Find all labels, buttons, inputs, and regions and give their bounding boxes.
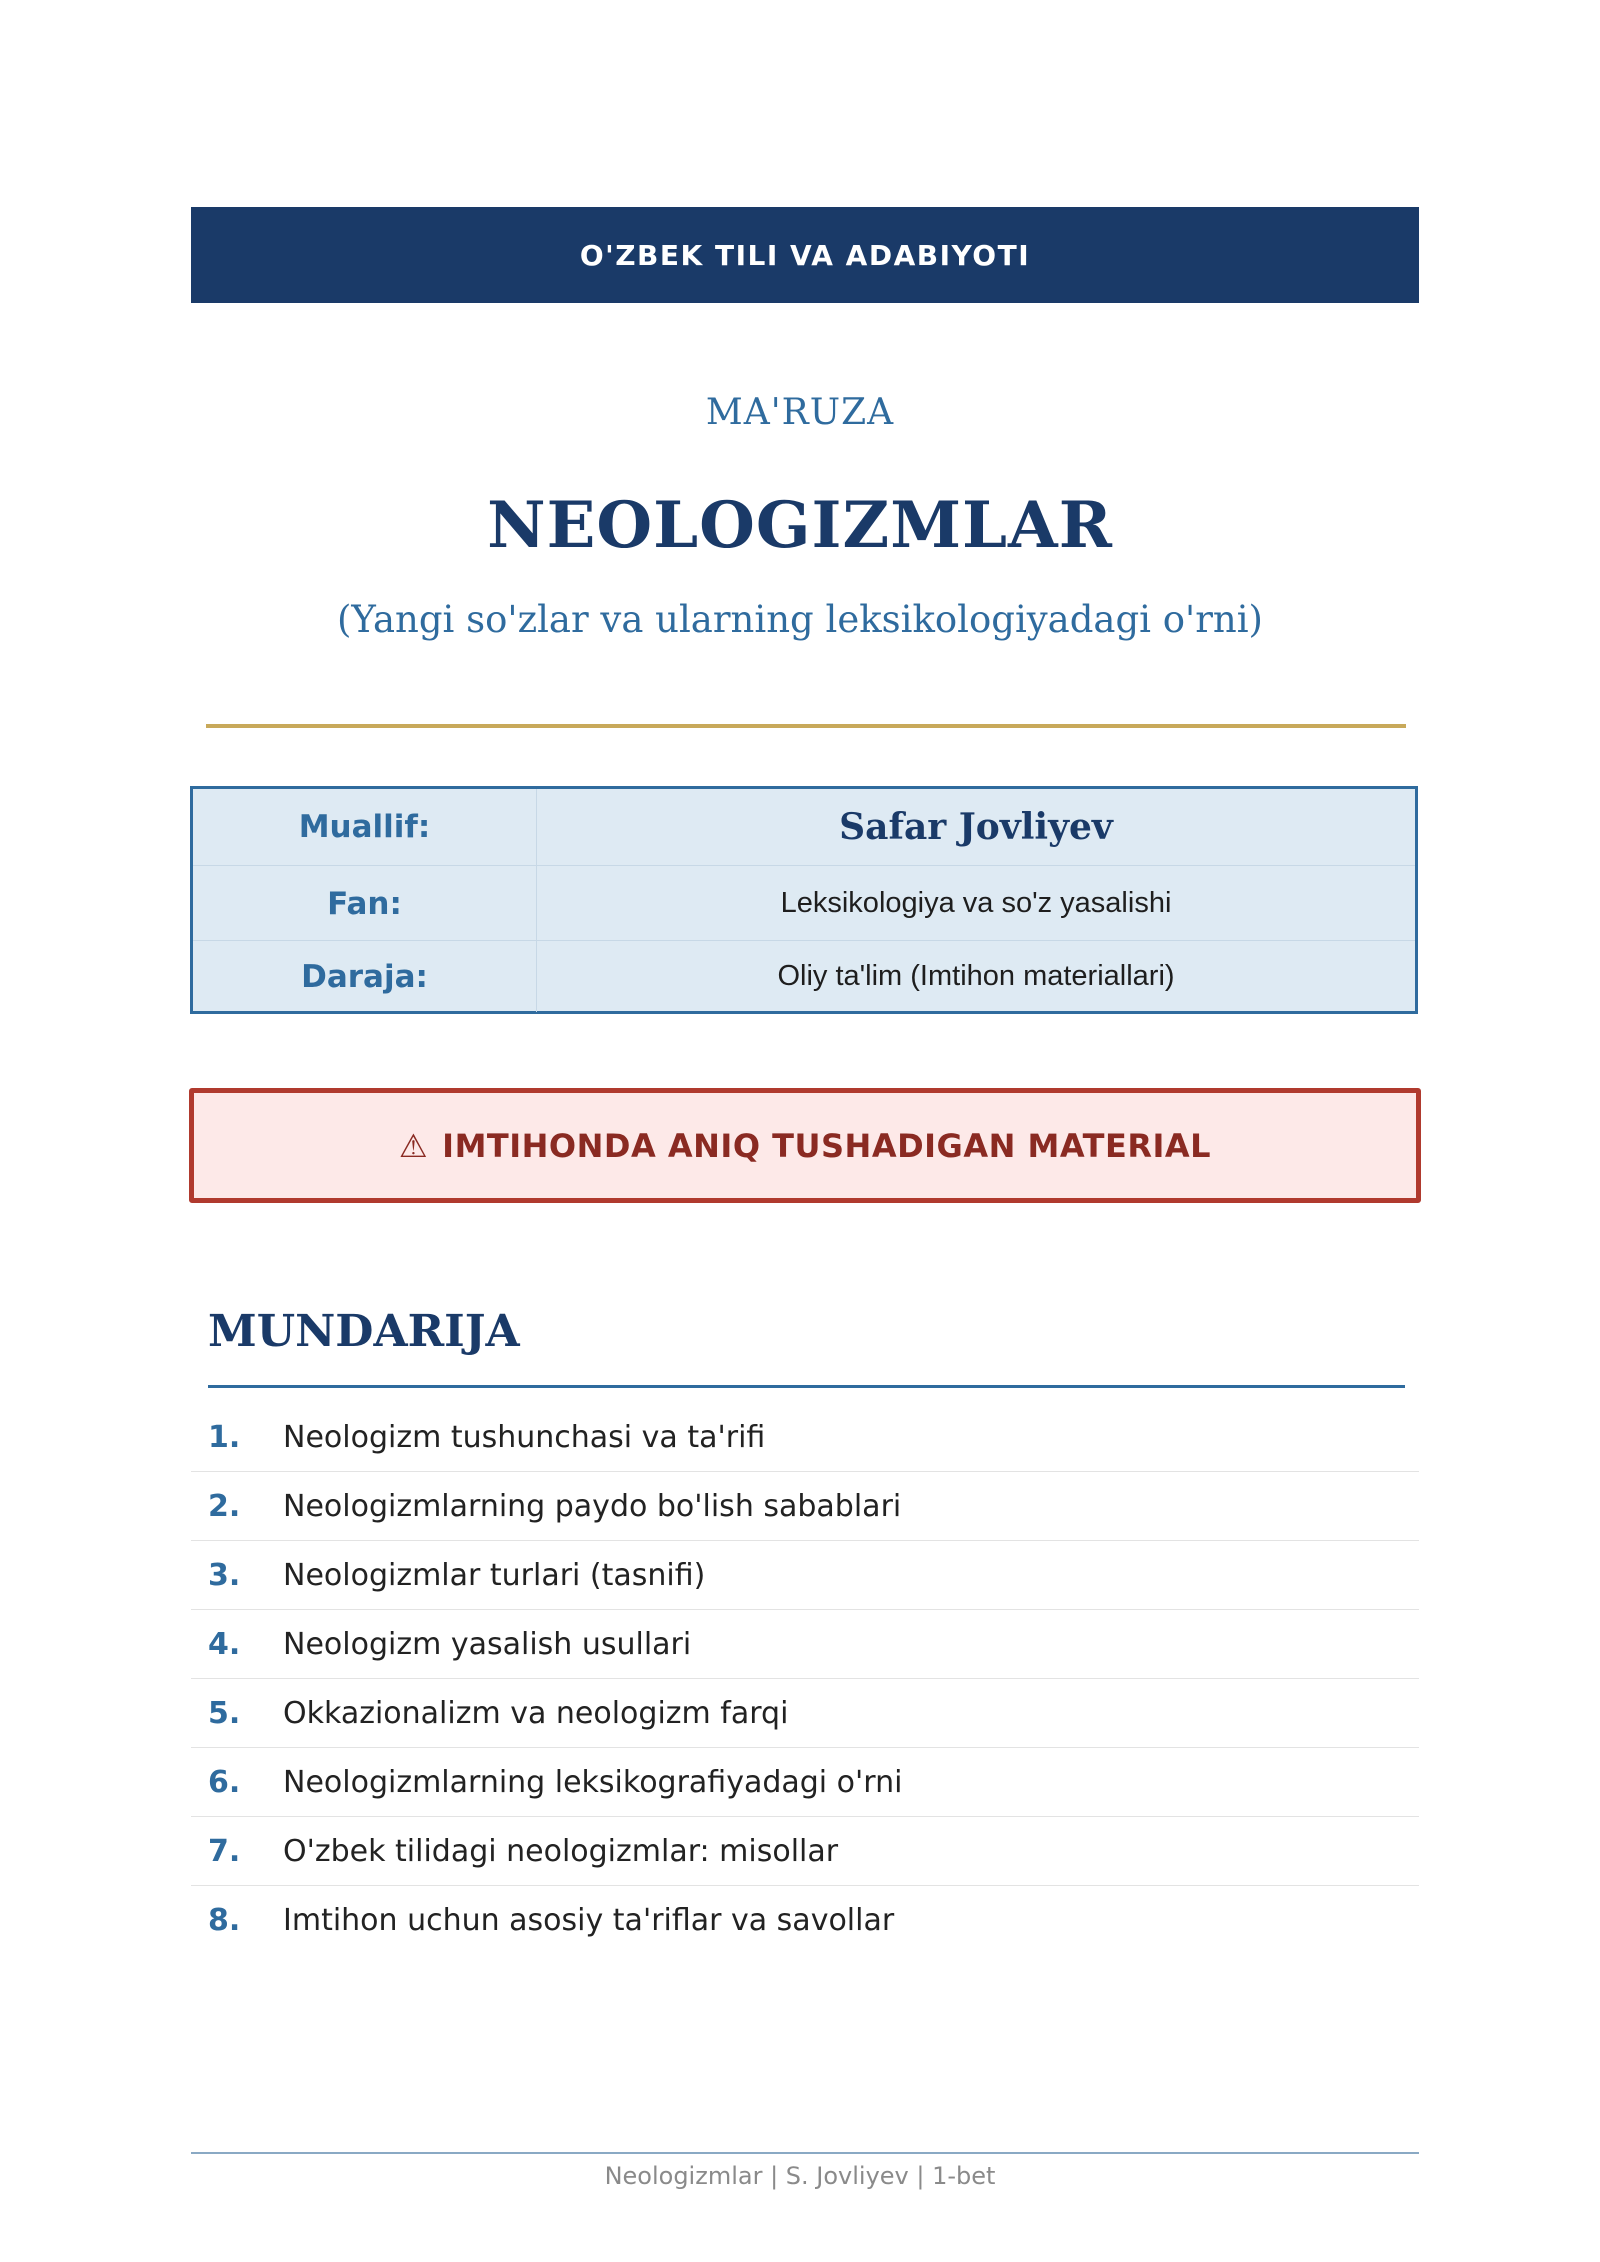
toc-item — [191, 1817, 1419, 1886]
toc-item — [191, 1403, 1419, 1472]
toc-number: 8. — [208, 1903, 241, 1938]
exam-alert-box — [189, 1088, 1421, 1203]
toc-item — [191, 1541, 1419, 1610]
page-subtitle: (Yangi so'zlar va ularning leksikologiyadagi o'rni) — [336, 598, 1263, 641]
author-name: Safar Jovliyev — [839, 806, 1113, 848]
toc-title: MUNDARIJA — [208, 1306, 520, 1357]
info-value: Oliy ta'lim (Imtihon materiallari) — [777, 960, 1175, 992]
info-label: Fan: — [193, 866, 537, 941]
info-table — [190, 786, 1418, 1014]
toc-text: Okkazionalizm va neologizm farqi — [283, 1695, 789, 1731]
toc-text: Neologizmlarning leksikografiyadagi o'rni — [283, 1764, 903, 1800]
toc-divider — [208, 1385, 1405, 1388]
toc-item — [191, 1679, 1419, 1748]
alert-text: IMTIHONDA ANIQ TUSHADIGAN MATERIAL — [442, 1126, 1212, 1165]
page-footer: Neologizmlar | S. Jovliyev | 1-bet — [604, 2162, 996, 2190]
toc-text: Neologizm yasalish usullari — [283, 1626, 692, 1662]
info-row-author — [193, 789, 1415, 865]
info-row-level — [193, 940, 1415, 1012]
banner-text: O'ZBEK TILI VA ADABIYOTI — [579, 238, 1031, 272]
toc-item — [191, 1610, 1419, 1679]
toc-text: Neologizmlarning paydo bo'lish sabablari — [283, 1488, 902, 1524]
warning-icon: ⚠ — [398, 1126, 429, 1165]
toc-number: 1. — [208, 1419, 241, 1455]
toc-text: Imtihon uchun asosiy ta'riflar va savollar — [283, 1903, 895, 1938]
toc-text: Neologizm tushunchasi va ta'rifi — [283, 1419, 766, 1455]
header-banner — [191, 207, 1419, 303]
toc-text: O'zbek tilidagi neologizmlar: misollar — [283, 1833, 839, 1869]
info-label: Daraja: — [193, 941, 537, 1012]
divider — [206, 724, 1406, 728]
toc-number: 5. — [208, 1695, 241, 1731]
toc-item — [191, 1472, 1419, 1541]
toc-item — [191, 1748, 1419, 1817]
toc-text: Neologizmlar turlari (tasnifi) — [283, 1557, 706, 1593]
toc-number: 4. — [208, 1626, 241, 1662]
toc-number: 7. — [208, 1833, 241, 1869]
toc-number: 6. — [208, 1764, 241, 1800]
info-row-subject — [193, 865, 1415, 941]
page-title: NEOLOGIZMLAR — [487, 488, 1113, 563]
toc-list — [191, 1403, 1419, 1955]
toc-number: 2. — [208, 1488, 241, 1524]
footer-divider — [191, 2152, 1419, 2154]
doc-kicker: MA'RUZA — [705, 392, 895, 433]
toc-number: 3. — [208, 1557, 241, 1593]
info-label: Muallif: — [193, 789, 537, 865]
toc-item — [191, 1886, 1419, 1955]
info-value: Leksikologiya va so'z yasalishi — [780, 887, 1172, 919]
